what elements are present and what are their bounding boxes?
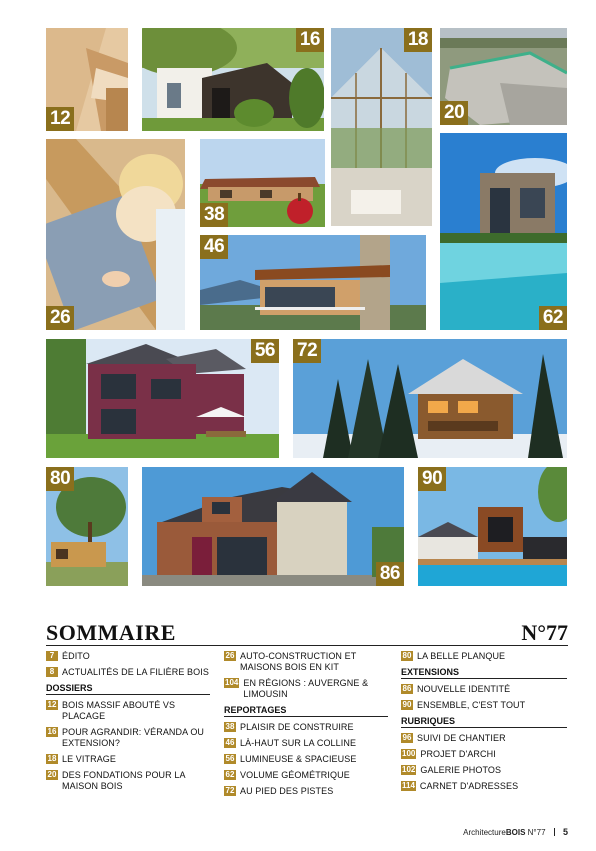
toc-page-number: 90 xyxy=(402,700,412,709)
toc-entry-label: EN RÉGIONS : AUVERGNE & LIMOUSIN xyxy=(243,678,369,699)
toc-entry[interactable] xyxy=(401,651,567,662)
page-badge: 12 xyxy=(46,107,74,131)
footer-magazine-name-bold: BOIS xyxy=(505,828,526,837)
page-badge: 86 xyxy=(376,562,404,586)
toc-page-number: 86 xyxy=(402,684,412,693)
toc-entry-label: AU PIED DES PISTES xyxy=(240,786,334,796)
photo-pool-house-ensemble xyxy=(418,467,567,586)
toc-entry[interactable] xyxy=(401,684,567,695)
photo-single-storey-house xyxy=(200,139,325,227)
page-badge: 18 xyxy=(404,28,432,52)
toc-entry[interactable] xyxy=(224,678,388,700)
photo-stone-wood-extension xyxy=(142,467,404,586)
toc-entry-label: AUTO-CONSTRUCTION ET MAISONS BOIS EN KIT xyxy=(240,651,357,672)
toc-entry-label: CARNET D'ADRESSES xyxy=(419,781,519,791)
toc-page-number: 8 xyxy=(46,667,58,677)
toc-entry-label: PLAISIR DE CONSTRUIRE xyxy=(240,722,354,732)
toc-entry-label: ENSEMBLE, C'EST TOUT xyxy=(417,700,526,710)
toc-entry[interactable] xyxy=(401,733,567,744)
toc-column-1 xyxy=(46,651,210,797)
page-badge: 46 xyxy=(200,235,228,259)
toc-entry-label: LUMINEUSE & SPACIEUSE xyxy=(240,754,357,764)
page-badge: 80 xyxy=(46,467,74,491)
toc-entry-label: LÀ-HAUT SUR LA COLLINE xyxy=(240,738,357,748)
toc-page-number: 102 xyxy=(402,765,416,774)
page-number: 5 xyxy=(562,827,568,837)
page-badge: 72 xyxy=(293,339,321,363)
toc-page-number: 100 xyxy=(402,749,416,758)
issue-number: N°77 xyxy=(521,620,568,645)
toc-entry[interactable] xyxy=(224,770,388,781)
page-badge: 90 xyxy=(418,467,446,491)
toc-page-number: 114 xyxy=(402,781,415,790)
toc-entry[interactable] xyxy=(224,738,388,749)
toc-entry[interactable] xyxy=(224,786,388,797)
photo-pool-cube-house xyxy=(440,133,567,330)
page-badge: 16 xyxy=(296,28,324,52)
photo-wood-planks xyxy=(46,28,128,131)
toc-column-3 xyxy=(401,651,567,797)
photo-forest-cabin xyxy=(46,467,128,586)
title-divider xyxy=(46,645,568,646)
toc-entry[interactable] xyxy=(46,727,210,749)
page-badge: 62 xyxy=(539,306,567,330)
toc-entry[interactable] xyxy=(224,651,388,673)
toc-entry[interactable] xyxy=(46,754,210,765)
toc-entry[interactable] xyxy=(401,765,567,776)
toc-page-number: 72 xyxy=(225,786,235,795)
toc-entry-label: DES FONDATIONS POUR LA MAISON BOIS xyxy=(62,770,186,791)
toc-page-number: 56 xyxy=(225,754,235,763)
toc-section-heading: DOSSIERS xyxy=(46,683,210,695)
photo-snow-chalet xyxy=(293,339,567,458)
toc-page-number: 12 xyxy=(47,700,57,709)
toc-page-number: 80 xyxy=(402,651,412,660)
toc-entry-label: LE VITRAGE xyxy=(62,754,117,764)
photo-insulation-install xyxy=(46,139,185,330)
toc-entry-label: ÉDITO xyxy=(62,651,90,661)
photo-hillside-house xyxy=(200,235,426,330)
photo-veranda-glazing xyxy=(331,28,432,226)
footer-separator xyxy=(554,828,555,836)
toc-entry-label: LA BELLE PLANQUE xyxy=(417,651,506,661)
toc-entry[interactable] xyxy=(46,700,210,722)
toc-page-number: 7 xyxy=(46,651,58,661)
footer-magazine-name: Architecture xyxy=(463,828,506,837)
toc-entry[interactable] xyxy=(224,722,388,733)
photo-two-storey-house xyxy=(46,339,279,458)
toc-entry-label: POUR AGRANDIR: VÉRANDA OU EXTENSION? xyxy=(62,727,205,748)
toc-entry[interactable] xyxy=(46,770,210,792)
toc-entry[interactable] xyxy=(401,781,567,792)
page-badge: 20 xyxy=(440,101,468,125)
toc-page-number: 18 xyxy=(47,754,57,763)
toc-entry[interactable] xyxy=(46,651,210,662)
toc-section-heading: RUBRIQUES xyxy=(401,716,567,728)
toc-page-number: 104 xyxy=(225,678,239,687)
toc-page-number: 62 xyxy=(225,770,235,779)
toc-entry-label: VOLUME GÉOMÉTRIQUE xyxy=(240,770,350,780)
toc-page-number: 46 xyxy=(225,738,235,747)
toc-entry[interactable] xyxy=(401,749,567,760)
toc-entry[interactable] xyxy=(401,700,567,711)
toc-page-number: 16 xyxy=(47,727,57,736)
page-badge: 38 xyxy=(200,203,228,227)
toc-page-number: 26 xyxy=(225,651,235,660)
page-footer xyxy=(463,827,568,837)
toc-entry[interactable] xyxy=(46,667,210,678)
page-badge: 26 xyxy=(46,306,74,330)
toc-column-2 xyxy=(224,651,388,802)
toc-entry[interactable] xyxy=(224,754,388,765)
page-title: SOMMAIRE xyxy=(46,620,176,645)
photo-dark-wood-extension xyxy=(142,28,324,131)
page-badge: 56 xyxy=(251,339,279,363)
footer-issue: N°77 xyxy=(527,828,546,837)
toc-entry-label: NOUVELLE IDENTITÉ xyxy=(417,684,511,694)
toc-section-heading: EXTENSIONS xyxy=(401,667,567,679)
toc-section-heading: REPORTAGES xyxy=(224,705,388,717)
photo-foundation-slab xyxy=(440,28,567,125)
toc-entry-label: BOIS MASSIF ABOUTÉ VS PLACAGE xyxy=(62,700,176,721)
toc-page-number: 96 xyxy=(402,733,412,742)
toc-entry-label: PROJET D'ARCHI xyxy=(420,749,496,759)
toc-entry-label: SUIVI DE CHANTIER xyxy=(417,733,506,743)
toc-page-number: 20 xyxy=(47,770,57,779)
toc-entry-label: ACTUALITÉS DE LA FILIÈRE BOIS xyxy=(62,667,209,677)
toc-entry-label: GALERIE PHOTOS xyxy=(420,765,502,775)
toc-page-number: 38 xyxy=(225,722,235,731)
